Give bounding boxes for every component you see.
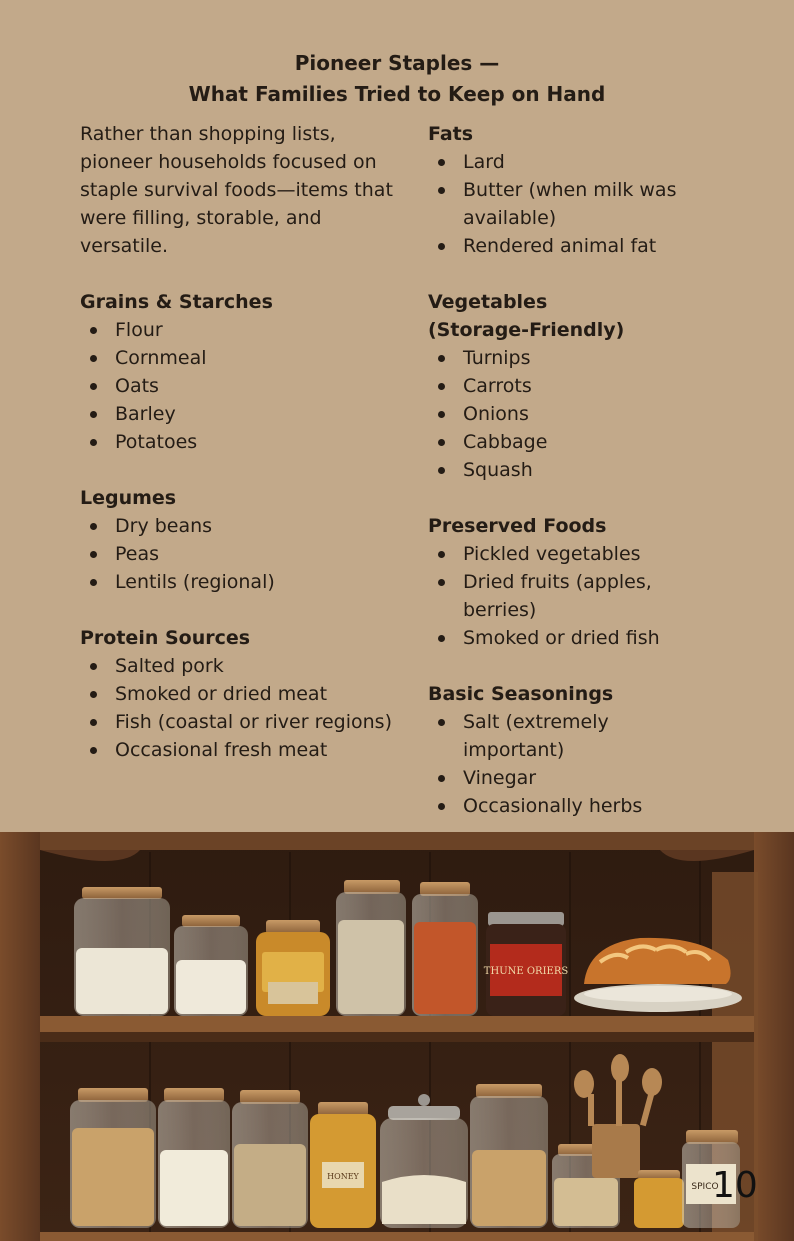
list-item: Carrots [428,372,768,400]
list-item: Smoked or dried meat [80,680,410,708]
page-title [0,48,794,110]
list-item: Pickled vegetables [428,540,768,568]
section-legumes [80,484,410,596]
honey-jar [310,1102,376,1228]
title-line-1: Pioneer Staples — [294,51,500,75]
section-heading: Basic Seasonings [428,683,614,705]
list-item: Cabbage [428,428,768,456]
section-preserved [428,512,768,652]
section-heading: Fats [428,123,474,145]
list-item: Flour [80,316,410,344]
right-column [428,120,768,848]
peas-jar [470,1084,548,1228]
item-list [80,316,410,456]
amber-jar [256,920,330,1016]
list-item: Vinegar [428,764,768,792]
title-line-2: What Families Tried to Keep on Hand [188,82,606,106]
section-fats [428,120,768,260]
section-heading: Grains & Starches [80,291,273,313]
paprika-jar [412,882,478,1016]
list-item: Peas [80,540,410,568]
red-jar-label: THUNE ORIERS [483,966,569,977]
cornmeal-jar [380,1094,468,1228]
barley-jar [232,1090,308,1228]
spice-jar-label: SPICO [691,1182,719,1192]
page-number: 10 [712,1165,758,1206]
list-item: Butter (when milk was available) [428,176,693,232]
list-item: Dried fruits (apples, berries) [428,568,673,624]
list-item: Lard [428,148,768,176]
item-list [428,708,768,820]
list-item: Lentils (regional) [80,568,410,596]
honey-jar-label: HONEY [327,1172,359,1181]
item-list [428,344,768,484]
flour-jar [74,887,170,1016]
list-item: Dry beans [80,512,410,540]
section-seasonings [428,680,768,820]
section-vegetables [428,288,768,484]
sugar-jar [174,915,248,1016]
item-list [80,512,410,596]
list-item: Smoked or dried fish [428,624,768,652]
list-item: Onions [428,400,768,428]
pantry-shelf-illustration [0,832,794,1241]
section-heading: Vegetables (Storage-Friendly) [428,291,625,341]
item-list [428,540,768,652]
section-heading: Legumes [80,487,177,509]
list-item: Fish (coastal or river regions) [80,708,410,736]
item-list [80,652,410,764]
list-item: Squash [428,456,768,484]
list-item: Salted pork [80,652,410,680]
list-item: Oats [80,372,410,400]
small-honey-jar [634,1170,684,1228]
section-heading: Preserved Foods [428,515,607,537]
list-item: Occasional fresh meat [80,736,410,764]
item-list [428,148,768,260]
section-grains [80,288,410,456]
section-protein [80,624,410,764]
milk-jar [158,1088,230,1228]
list-item: Turnips [428,344,768,372]
list-item: Occasionally herbs [428,792,768,820]
oats-jar [336,880,406,1016]
list-item: Barley [80,400,410,428]
list-item: Cornmeal [80,344,410,372]
section-heading: Protein Sources [80,627,251,649]
labeled-red-jar [484,912,569,1016]
left-column [80,120,410,792]
list-item: Potatoes [80,428,410,456]
beans-jar [70,1088,156,1228]
intro-paragraph: Rather than shopping lists, pioneer households focused on staple survival foods—items that were filling, storable, and versatile. [80,123,393,257]
list-item: Salt (extremely important) [428,708,653,764]
list-item: Rendered animal fat [428,232,768,260]
